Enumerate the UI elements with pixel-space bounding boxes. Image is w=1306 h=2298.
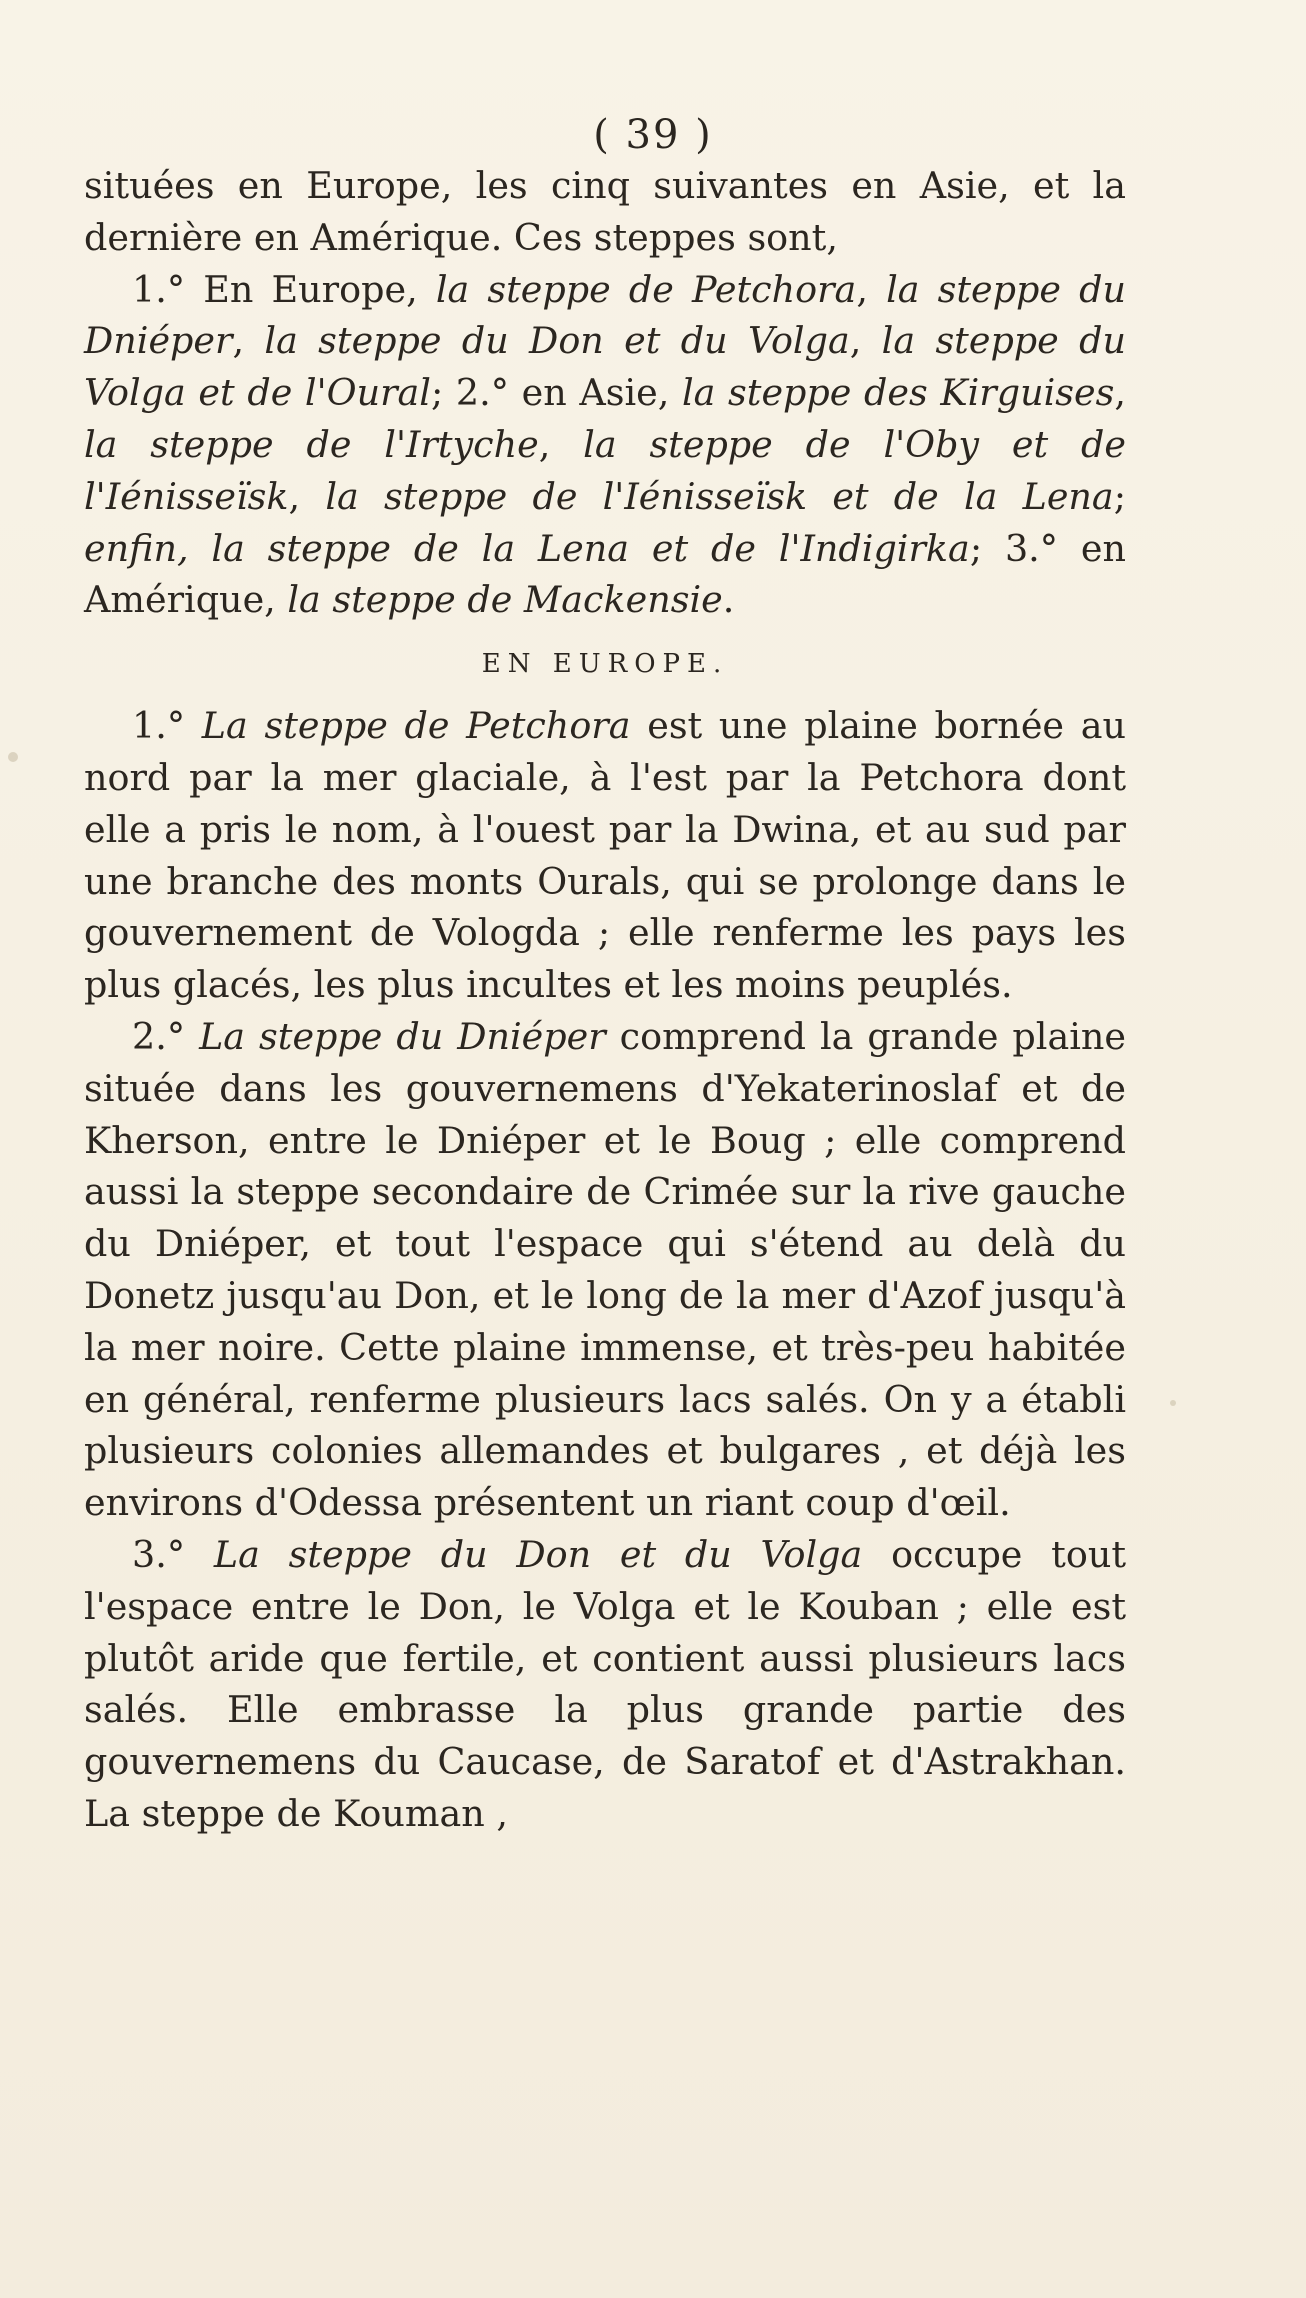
continuation-paragraph xyxy=(84,160,1126,264)
enumeration-paragraph xyxy=(84,264,1126,627)
steppe-paragraph-don-volga xyxy=(84,1529,1126,1840)
steppe-name: la steppe de Mackensie xyxy=(287,578,723,622)
body-text xyxy=(84,160,1126,1840)
continuation-text: situées en Europe, les cinq suivantes en Asie, et la dernière en Amérique. Ces steppes sont, xyxy=(84,164,1126,259)
paragraph-number: 2.° xyxy=(132,1014,200,1058)
list-number: 3.° xyxy=(1004,526,1081,570)
separator: , xyxy=(232,319,265,363)
separator: , xyxy=(856,267,887,311)
steppe-name: la steppe de l'Iénisseïsk et de la Lena xyxy=(325,474,1114,518)
paragraph-title: La steppe du Dniéper xyxy=(199,1014,606,1058)
separator: , xyxy=(538,422,584,466)
paragraph-number: 3.° xyxy=(132,1532,214,1576)
list-number: 1.° xyxy=(132,267,204,311)
steppe-name: la steppe de l'Irtyche xyxy=(84,422,539,466)
separator: ; xyxy=(430,371,456,415)
separator: ; xyxy=(969,526,1005,570)
paragraph-text: occupe tout l'espace entre le Don, le Volga et le Kouban ; elle est plutôt aride que fertile, et contient aussi plusieurs lacs salés. Elle embrasse la plus grande partie des gouvernemens du Caucase, de Saratof et d'Astrakhan. La steppe de Kouman , xyxy=(84,1532,1126,1835)
paragraph-number: 1.° xyxy=(132,704,202,748)
section-heading: EN EUROPE. xyxy=(481,649,729,680)
separator: , xyxy=(288,474,326,518)
separator: . xyxy=(722,578,735,622)
paragraph-text: est une plaine bornée au nord par la mer glaciale, à l'est par la Petchora dont elle a pris le nom, à l'ouest par la Dwina, et au sud par une branche des monts Ourals, qui se prolonge dans le gouvernement de Vologda ; elle renferme les pays les plus glacés, les plus incultes et les moins peuplés. xyxy=(84,704,1126,1007)
steppe-name: la steppe du Volga et de l'Oural xyxy=(84,319,1126,415)
paper-stain xyxy=(1170,1400,1176,1406)
region-label: En Europe, xyxy=(203,267,436,311)
paper-stain xyxy=(8,752,18,762)
separator: ; xyxy=(1113,474,1126,518)
paragraph-title: La steppe de Petchora xyxy=(201,704,631,748)
paragraph-text: comprend la grande plaine située dans les gouvernemens d'Yekaterinoslaf et de Kherson, entre le Dniéper et le Boug ; elle comprend aussi la steppe secondaire de Crimée sur la rive gauche du Dniéper, et tout l'espace qui s'étend au delà du Donetz jusqu'au Don, et le long de la mer d'Azof jusqu'à la mer noire. Cette plaine immense, et très-peu habitée en général, renferme plusieurs lacs salés. On y a établi plusieurs colonies allemandes et bulgares , et déjà les environs d'Odessa présentent un riant coup d'œil. xyxy=(84,1014,1126,1525)
steppe-name: la steppe du Dniéper xyxy=(84,267,1127,363)
page-number: ( 39 ) xyxy=(593,112,713,158)
list-number: 2.° xyxy=(455,371,522,415)
steppe-name: la steppe de Petchora xyxy=(435,267,857,311)
steppe-name: la steppe des Kirguises xyxy=(681,371,1115,415)
paragraph-title: La steppe du Don et du Volga xyxy=(213,1532,863,1576)
separator: , xyxy=(849,319,882,363)
steppe-name: la steppe de l'Oby et de l'Iénisseïsk xyxy=(84,422,1126,518)
separator: , xyxy=(1114,371,1126,415)
steppe-name: la steppe du Don et du Volga xyxy=(264,319,850,363)
steppe-paragraph-petchora xyxy=(84,700,1126,1011)
region-label: en Amérique, xyxy=(84,526,1126,622)
steppe-name: enfin, la steppe de la Lena et de l'Indigirka xyxy=(84,526,970,570)
region-label: en Asie, xyxy=(521,371,682,415)
steppe-paragraph-dnieper xyxy=(84,1011,1126,1529)
